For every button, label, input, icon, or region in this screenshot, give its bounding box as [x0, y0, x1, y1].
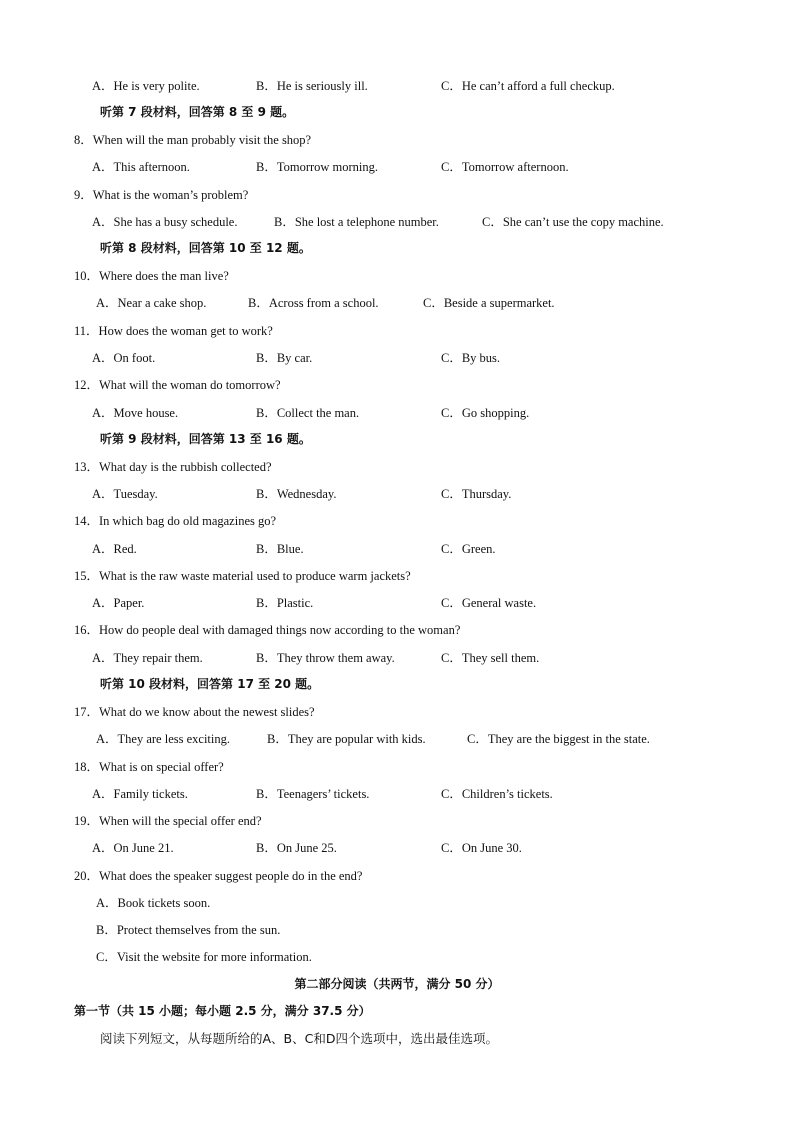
listening-section-heading: 听第 8 段材料，回答第 10 至 12 题。 [100, 241, 311, 255]
answer-option: B．He is seriously ill. [256, 79, 368, 93]
answer-option: B．Protect themselves from the sun. [96, 923, 281, 937]
line-options3 [0, 212, 794, 232]
line-options2 [0, 293, 794, 313]
line-options [0, 593, 794, 613]
line-question [0, 702, 794, 722]
line-stack [0, 893, 794, 913]
line-question [0, 130, 794, 150]
section-title: 第一节（共 15 小题；每小题 2.5 分，满分 37.5 分） [74, 1004, 371, 1018]
question-text: 20．What does the speaker suggest people do in the end? [74, 869, 363, 883]
line-stack [0, 920, 794, 940]
answer-option: A．On June 21. [92, 841, 174, 855]
answer-option: A．This afternoon. [92, 160, 190, 174]
answer-option: B．Blue. [256, 542, 304, 556]
line-section [0, 1002, 794, 1022]
answer-option: C．Thursday. [441, 487, 512, 501]
answer-option: A．They repair them. [92, 651, 203, 665]
answer-option: A．Paper. [92, 596, 145, 610]
answer-option: C．They are the biggest in the state. [467, 732, 650, 746]
line-options [0, 648, 794, 668]
answer-option: C．She can’t use the copy machine. [482, 215, 664, 229]
answer-option: A．He is very polite. [92, 79, 200, 93]
line-question [0, 185, 794, 205]
answer-option: B．Teenagers’ tickets. [256, 787, 370, 801]
answer-option: A．Tuesday. [92, 487, 158, 501]
line-options4 [0, 729, 794, 749]
line-question [0, 566, 794, 586]
answer-option: A．Near a cake shop. [96, 296, 207, 310]
line-question [0, 511, 794, 531]
answer-option: C．General waste. [441, 596, 537, 610]
listening-section-heading: 听第 7 段材料，回答第 8 至 9 题。 [100, 105, 295, 119]
answer-option: C．Visit the website for more information. [96, 950, 312, 964]
line-question [0, 620, 794, 640]
question-text: 13．What day is the rubbish collected? [74, 460, 272, 474]
instruction-text: 阅读下列短文，从每题所给的A、B、C和D四个选项中，选出最佳选项。 [100, 1031, 498, 1046]
listening-section-heading: 听第 10 段材料，回答第 17 至 20 题。 [100, 677, 320, 691]
answer-option: A．Book tickets soon. [96, 896, 211, 910]
line-heading [0, 103, 794, 123]
answer-option: A．On foot. [92, 351, 156, 365]
question-text: 11．How does the woman get to work? [74, 324, 273, 338]
answer-option: B．They throw them away. [256, 651, 395, 665]
answer-option: B．On June 25. [256, 841, 337, 855]
answer-option: A．Move house. [92, 406, 179, 420]
question-text: 9．What is the woman’s problem? [74, 188, 249, 202]
answer-option: B．They are popular with kids. [267, 732, 426, 746]
question-text: 12．What will the woman do tomorrow? [74, 378, 281, 392]
answer-option: C．Go shopping. [441, 406, 530, 420]
part-title: 第二部分阅读（共两节，满分 50 分） [294, 977, 500, 991]
line-heading [0, 430, 794, 450]
answer-option: C．Green. [441, 542, 496, 556]
answer-option: C．Beside a supermarket. [423, 296, 555, 310]
answer-option: B．Across from a school. [248, 296, 379, 310]
line-options [0, 76, 794, 96]
question-text: 19．When will the special offer end? [74, 814, 262, 828]
line-question [0, 266, 794, 286]
line-instruction [0, 1029, 794, 1049]
answer-option: C．He can’t afford a full checkup. [441, 79, 615, 93]
question-text: 15．What is the raw waste material used to produce warm jackets? [74, 569, 411, 583]
answer-option: B．Wednesday. [256, 487, 337, 501]
line-options [0, 784, 794, 804]
line-options [0, 484, 794, 504]
question-text: 8．When will the man probably visit the shop? [74, 133, 312, 147]
answer-option: B．Collect the man. [256, 406, 360, 420]
answer-option: C．On June 30. [441, 841, 522, 855]
line-question [0, 375, 794, 395]
answer-option: A．They are less exciting. [96, 732, 230, 746]
line-heading [0, 239, 794, 259]
question-text: 10．Where does the man live? [74, 269, 229, 283]
answer-option: B．By car. [256, 351, 313, 365]
line-question [0, 457, 794, 477]
line-question [0, 321, 794, 341]
line-options [0, 403, 794, 423]
listening-section-heading: 听第 9 段材料，回答第 13 至 16 题。 [100, 432, 311, 446]
answer-option: B．She lost a telephone number. [274, 215, 439, 229]
line-heading [0, 675, 794, 695]
line-options [0, 539, 794, 559]
line-options [0, 838, 794, 858]
answer-option: C．By bus. [441, 351, 501, 365]
line-question [0, 757, 794, 777]
line-question [0, 866, 794, 886]
answer-option: A．Family tickets. [92, 787, 188, 801]
answer-option: A．She has a busy schedule. [92, 215, 238, 229]
answer-option: C．Tomorrow afternoon. [441, 160, 569, 174]
answer-option: B．Tomorrow morning. [256, 160, 379, 174]
line-question [0, 811, 794, 831]
answer-option: B．Plastic. [256, 596, 314, 610]
question-text: 18．What is on special offer? [74, 760, 224, 774]
line-options [0, 157, 794, 177]
question-text: 17．What do we know about the newest slides? [74, 705, 315, 719]
answer-option: A．Red. [92, 542, 137, 556]
line-options [0, 348, 794, 368]
answer-option: C．They sell them. [441, 651, 540, 665]
line-stack [0, 947, 794, 967]
question-text: 16．How do people deal with damaged things now according to the woman? [74, 623, 461, 637]
question-text: 14．In which bag do old magazines go? [74, 514, 277, 528]
line-part [0, 975, 794, 995]
answer-option: C．Children’s tickets. [441, 787, 553, 801]
